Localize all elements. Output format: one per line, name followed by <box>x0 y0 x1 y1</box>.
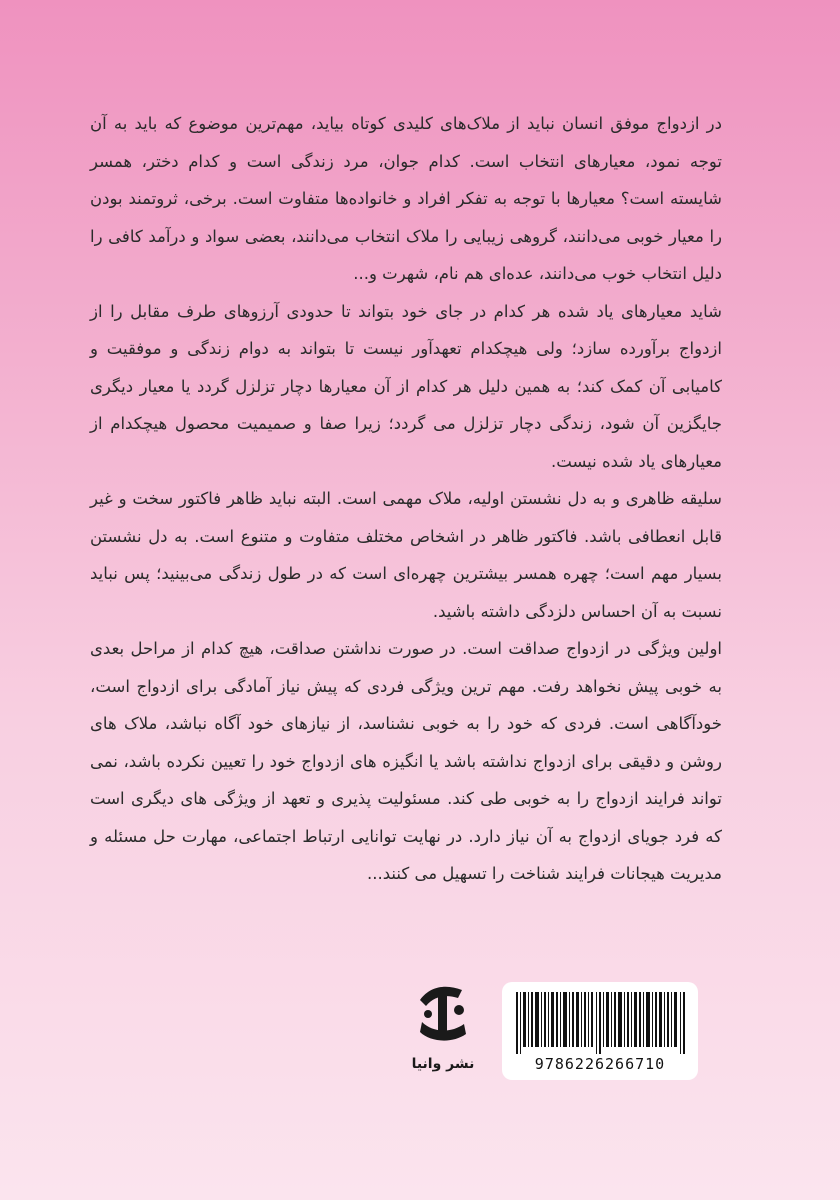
publisher-logo-icon <box>416 980 470 1050</box>
barcode-bars-icon <box>516 992 686 1054</box>
blurb-paragraph-4: اولین ویژگی در ازدواج صداقت است. در صورت نداشتن صداقت، هیچ کدام از مراحل بعدی به خوبی پیش نخواهد رفت. مهم ترین ویژگی فردی که پیش نیاز آمادگی برای ازدواج است، خودآگاهی است. فردی که خود را به خوبی نشناسد، از نیازهای خود آگاه نباشد، ملاک های روشن و دقیقی برای ازدواج نداشته باشد یا انگیزه های ازدواج خود را تعیین نکرده باشد، نمی تواند فرایند ازدواج را به خوبی طی کند. مسئولیت پذیری و تعهد از ویژگی های دیگری است که فرد جویای ازدواج به آن نیاز دارد. در نهایت توانایی ارتباط اجتماعی، مهارت حل مسئله و مدیریت هیجانات فرایند شناخت را تسهیل می کنند... <box>90 639 722 883</box>
isbn-number: 9786226266710 <box>534 1055 666 1073</box>
blurb-paragraph-1: در ازدواج موفق انسان نباید از ملاک‌های کلیدی کوتاه بیاید، مهم‌ترین موضوع که باید به آن توجه نمود، معیارهای انتخاب است. کدام جوان، مرد زندگی است و کدام دختر، همسر شایسته است؟ معیارها با توجه به تفکر افراد و خانواده‌ها متفاوت است. برخی، ثروتمند بودن را معیار خوبی می‌دانند، گروهی زیبایی را ملاک انتخاب می‌دانند، بعضی سواد و درآمد کافی را دلیل انتخاب خوب می‌دانند، عده‌ای هم نام، شهرت و... <box>90 114 722 283</box>
publisher-mark <box>408 980 478 1090</box>
blurb-paragraph-2: شاید معیارهای یاد شده هر کدام در جای خود بتواند تا حدودی آرزوهای طرف مقابل را از ازدواج برآورده سازد؛ ولی هیچکدام تعهدآور نیست تا بتواند به دوام زندگی و موفقیت و کامیابی آن کمک کند؛ به همین دلیل هر کدام از آن معیارها دچار تزلزل گردد یا معیار دیگری جایگزین آن شود، زندگی دچار تزلزل می گردد؛ زیرا صفا و صمیمیت محصول هیچکدام از معیارهای یاد شده نیست. <box>90 301 722 471</box>
blurb-paragraph-3: سلیقه ظاهری و به دل نشستن اولیه، ملاک مهمی است. البته نباید ظاهر فاکتور سخت و غیر قابل انعطافی باشد. فاکتور ظاهر در اشخاص مختلف متفاوت و متنوع است. به دل نشستن بسیار مهم است؛ چهره همسر بیشترین چهره‌ای است که در طول زندگی می‌بینید؛ پس نباید نسبت به آن احساس دلزدگی داشته باشید. <box>90 489 722 621</box>
publisher-name: نشر وانیا <box>411 1056 475 1072</box>
isbn-barcode <box>502 982 698 1080</box>
back-cover-blurb <box>90 105 722 893</box>
